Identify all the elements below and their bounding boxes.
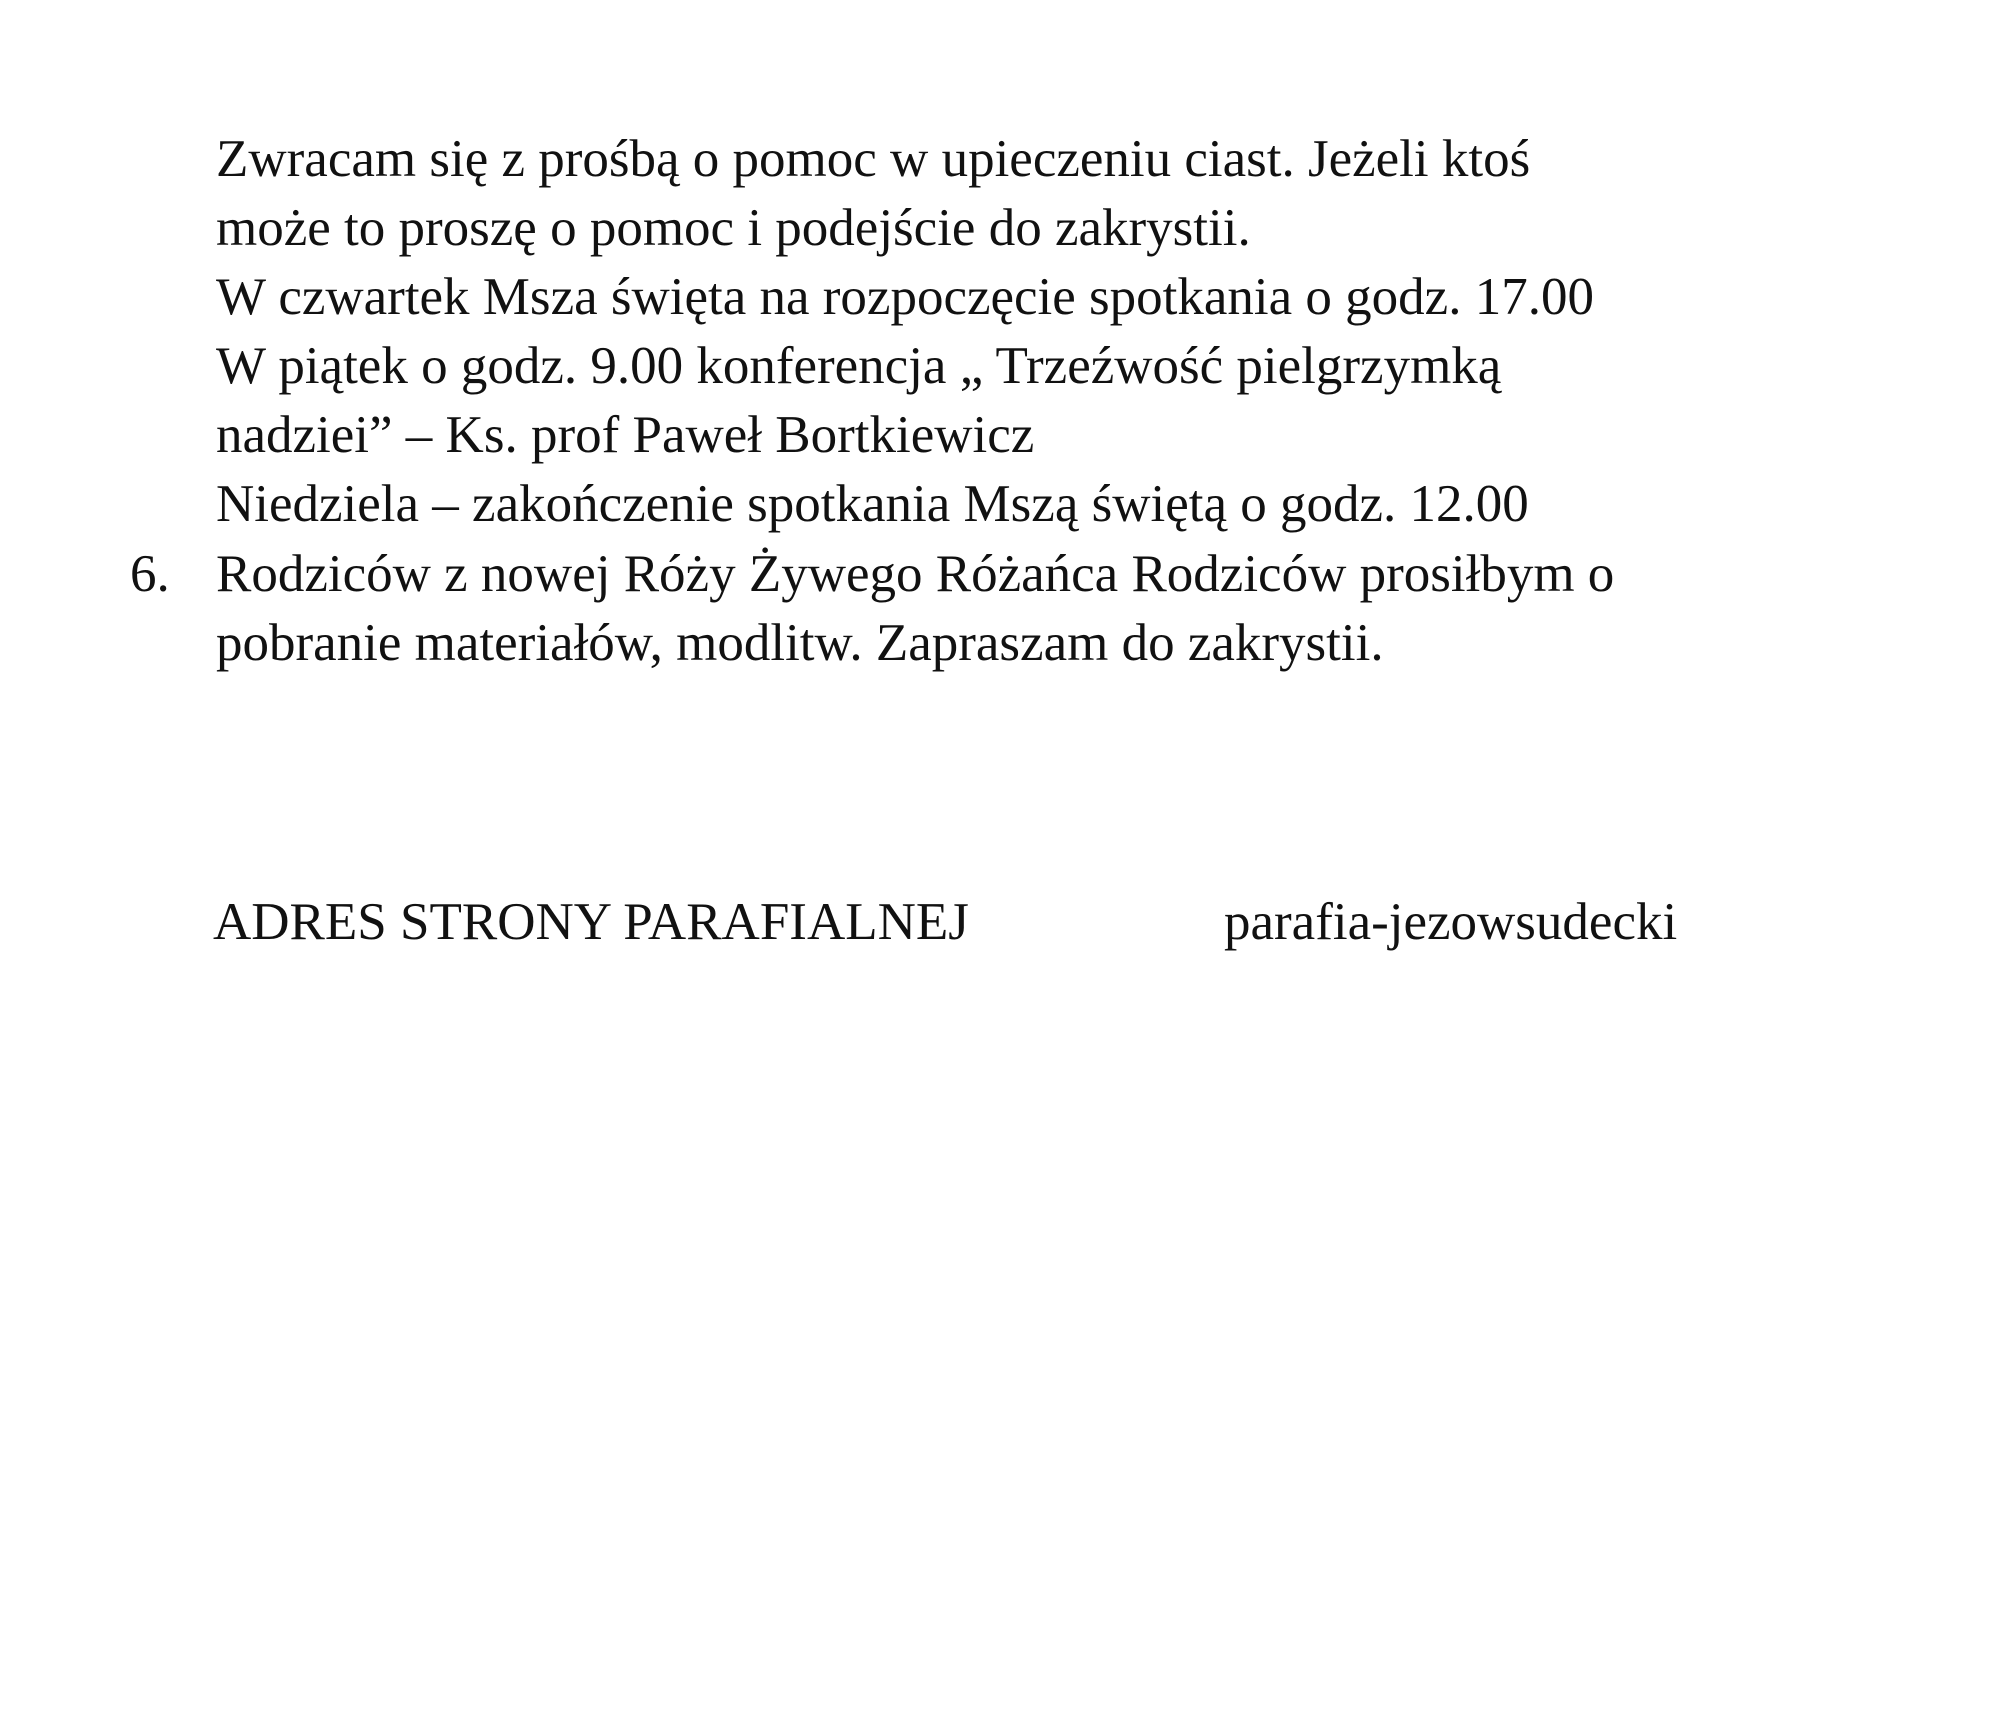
address-label: ADRES STRONY PARAFIALNEJ xyxy=(213,893,969,951)
list-item-line: pobranie materiałów, modlitw. Zapraszam do zakrystii. xyxy=(216,614,1384,672)
list-item-line: Rodziców z nowej Róży Żywego Różańca Rodziców prosiłbym o xyxy=(216,545,1615,603)
text-line: W czwartek Msza święta na rozpoczęcie spotkania o godz. 17.00 xyxy=(216,268,1594,326)
text-line: może to proszę o pomoc i podejście do zakrystii. xyxy=(216,199,1251,257)
text-line: nadziei” – Ks. prof Paweł Bortkiewicz xyxy=(216,406,1035,464)
text-line: W piątek o godz. 9.00 konferencja „ Trzeźwość pielgrzymką xyxy=(216,337,1502,395)
text-line: Niedziela – zakończenie spotkania Mszą świętą o godz. 12.00 xyxy=(216,475,1529,533)
text-line: Zwracam się z prośbą o pomoc w upieczeniu ciast. Jeżeli ktoś xyxy=(216,130,1531,188)
address-value: parafia-jezowsudecki xyxy=(1224,893,1678,951)
list-item-number: 6. xyxy=(130,545,170,603)
